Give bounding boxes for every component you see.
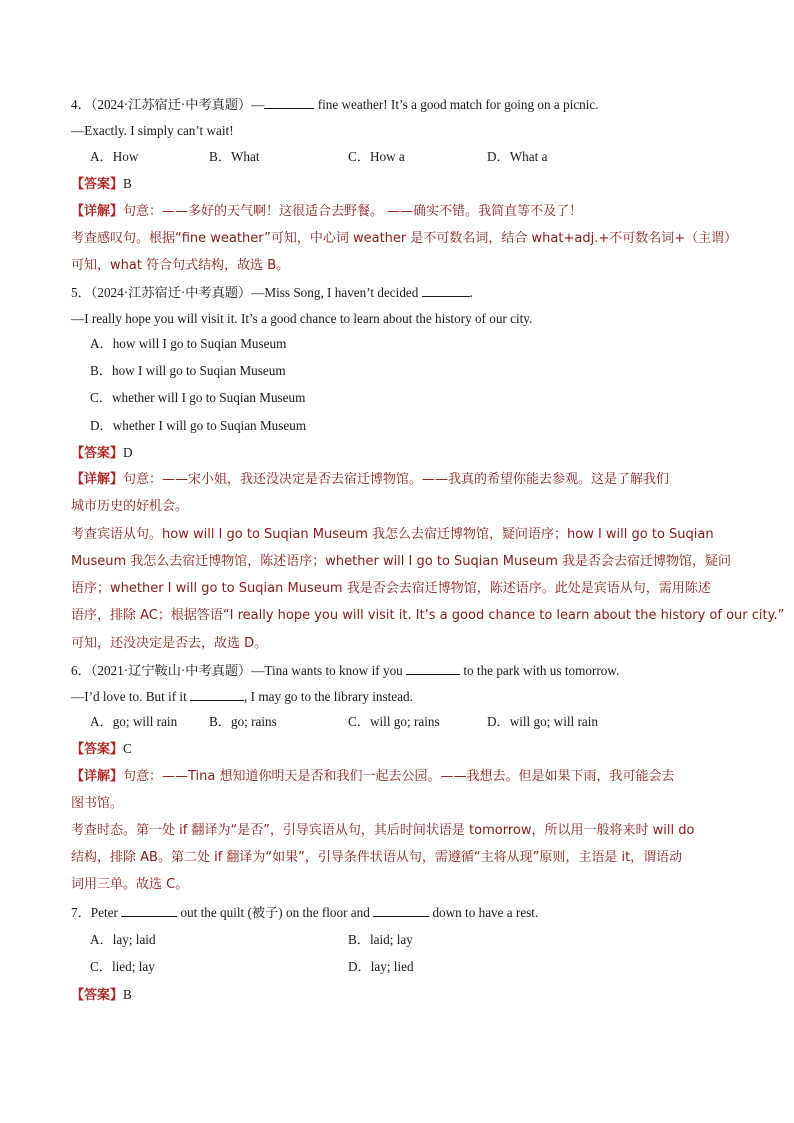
q5-option-c: C．whether will I go to Suqian Museum	[90, 390, 306, 405]
q4-answer: 【答案】B	[71, 176, 132, 192]
answer-blank	[121, 904, 177, 917]
q5-answer: 【答案】D	[71, 445, 133, 461]
q4-dialogue: —Exactly. I simply can’t wait!	[71, 123, 234, 138]
q4-detail: 【详解】句意：——多好的天气啊！这很适合去野餐。 ——确实不错。我简直等不及了！	[71, 204, 583, 219]
q6-option-d: D．will go; will rain	[487, 714, 598, 729]
q6-detail-line: 图书馆。	[71, 796, 124, 811]
q5-detail-line: 考查宾语从句。how will I go to Suqian Museum 我怎么去宿迁博物馆，疑问语序；how I will go to Suqian	[71, 527, 714, 542]
q6-detail: 【详解】句意：——Tina 想知道你明天是否和我们一起去公园。——我想去。但是如果下雨，我可能会去	[71, 769, 675, 784]
q5-dialogue: —I really hope you will visit it. It’s a good chance to learn about the history of our city.	[71, 311, 533, 326]
q5-detail-line: 语序，排除 AC；根据答语“I really hope you will visit it. It’s a good chance to learn about the history of our city.”	[71, 608, 785, 623]
q4-option-d: D．What a	[487, 149, 548, 164]
q5-detail: 【详解】句意：——宋小姐，我还没决定是否去宿迁博物馆。——我真的希望你能去参观。这是了解我们	[71, 472, 670, 487]
q7-option-a: A．lay; laid	[90, 932, 156, 947]
q5-detail-line: 可知，还没决定是否去，故选 D。	[71, 636, 268, 651]
q6-detail-line: 考查时态。第一处 if 翻译为“是否”，引导宾语从句，其后时间状语是 tomorrow，所以用一般将来时 will do	[71, 823, 695, 838]
q6-answer: 【答案】C	[71, 741, 132, 757]
q7-option-c: C．lied; lay	[90, 959, 155, 974]
q7-option-d: D．lay; lied	[348, 959, 414, 974]
answer-blank	[190, 688, 244, 701]
q4-option-b: B．What	[209, 149, 260, 164]
answer-blank	[373, 904, 429, 917]
q5-detail-line: Museum 我怎么去宿迁博物馆，陈述语序；whether will I go to Suqian Museum 我是否会去宿迁博物馆，疑问	[71, 554, 731, 569]
q6-dialogue: —I’d love to. But if it , I may go to the library instead.	[71, 689, 413, 704]
answer-blank	[406, 662, 460, 675]
q6-option-c: C．will go; rains	[348, 714, 440, 729]
q5-stem: 5．（2024·江苏宿迁·中考真题）—Miss Song, I haven’t decided .	[71, 285, 473, 300]
q6-detail-line: 结构，排除 AB。第二处 if 翻译为“如果”，引导条件状语从句，需遵循“主将从现”原则，主语是 it，谓语动	[71, 850, 683, 865]
q4-option-c: C．How a	[348, 149, 405, 164]
q6-detail-line: 词用三单。故选 C。	[71, 877, 189, 892]
q6-option-a: A．go; will rain	[90, 714, 178, 729]
q7-answer: 【答案】B	[71, 987, 132, 1003]
q5-detail-line: 城市历史的好机会。	[71, 499, 189, 514]
q5-option-b: B．how I will go to Suqian Museum	[90, 363, 286, 378]
q5-detail-line: 语序；whether I will go to Suqian Museum 我是否会去宿迁博物馆，陈述语序。此处是宾语从句，需用陈述	[71, 581, 711, 596]
q4-stem: 4．（2024·江苏宿迁·中考真题）— fine weather! It’s a good match for going on a picnic.	[71, 97, 599, 112]
q4-detail-line: 可知，what 符合句式结构，故选 B。	[71, 258, 290, 273]
q5-option-a: A．how will I go to Suqian Museum	[90, 336, 287, 351]
answer-blank	[422, 284, 470, 297]
q5-option-d: D．whether I will go to Suqian Museum	[90, 418, 307, 433]
q4-detail-line: 考查感叹句。根据“fine weather”可知，中心词 weather 是不可数名词，结合 what+adj.+不可数名词+（主谓）	[71, 231, 738, 246]
q4-option-a: A．How	[90, 149, 139, 164]
answer-blank	[264, 96, 314, 109]
q7-option-b: B．laid; lay	[348, 932, 413, 947]
q6-option-b: B．go; rains	[209, 714, 277, 729]
q6-stem: 6．（2021·辽宁鞍山·中考真题）—Tina wants to know if you to the park with us tomorrow.	[71, 663, 620, 678]
q7-stem: 7．Peter out the quilt (被子) on the floor and down to have a rest.	[71, 905, 539, 920]
